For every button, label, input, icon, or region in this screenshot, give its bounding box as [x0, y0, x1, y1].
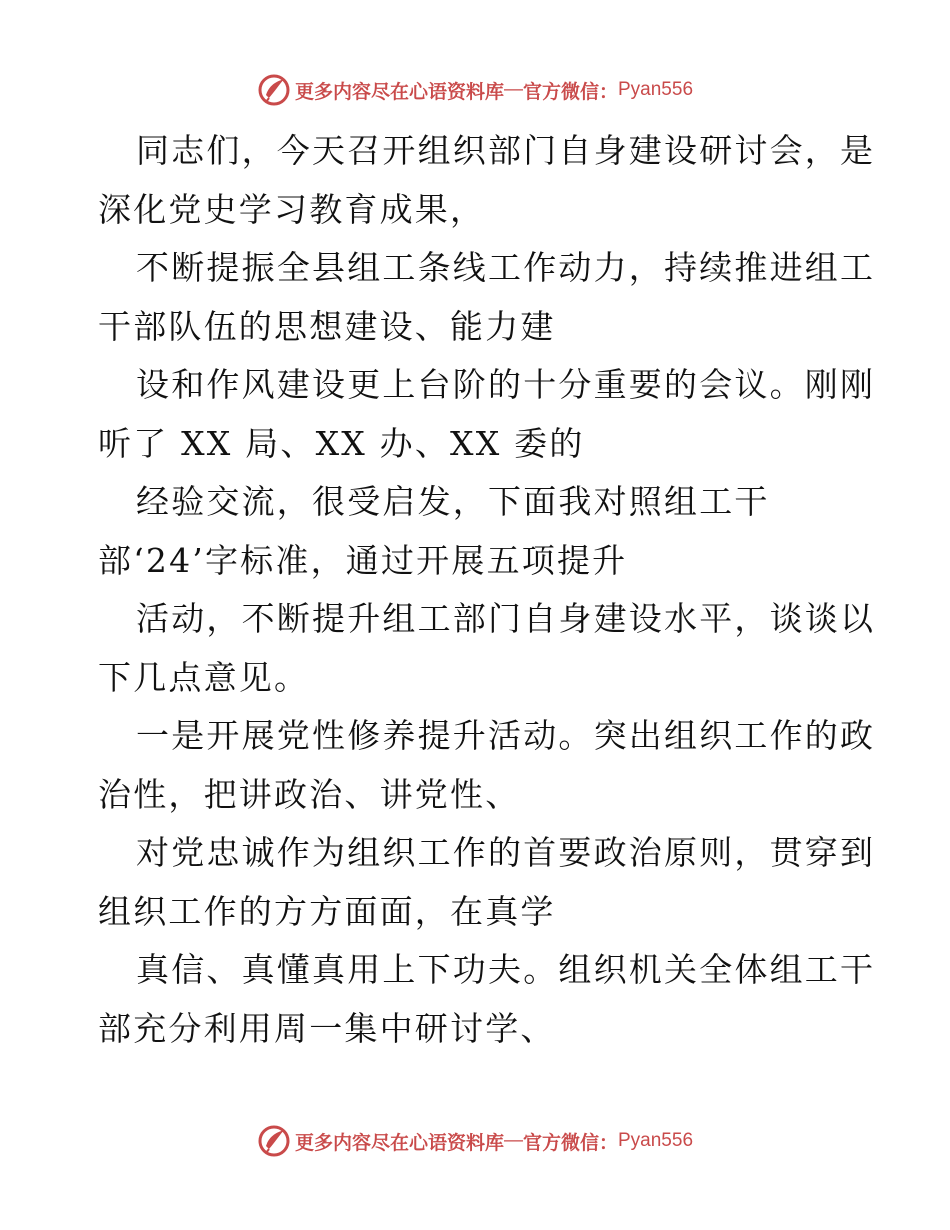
header-watermark — [0, 70, 950, 110]
text-line: 组织工作的方方面面，在真学 — [98, 891, 556, 931]
text-line: 部‘24’字标准，通过开展五项提升 — [98, 540, 628, 580]
text-line: 设和作风建设更上台阶的十分重要的会议。刚刚 — [136, 365, 876, 404]
text-line: 部充分利用周一集中研讨学、 — [98, 1008, 556, 1048]
text-line: 同志们，今天召开组织部门自身建设研讨会，是 — [136, 131, 876, 170]
text-line: 不断提振全县组工条线工作动力，持续推进组工 — [136, 248, 876, 287]
text-line: 对党忠诚作为组织工作的首要政治原则，贯穿到 — [136, 833, 876, 872]
watermark-official-label: 官方微信： — [522, 1131, 618, 1154]
watermark-text: 更多内容尽在心语资料库 — [294, 1131, 504, 1154]
text-line: 经验交流，很受启发，下面我对照组工干 — [136, 482, 770, 521]
watermark-logo-icon — [257, 1124, 291, 1158]
document-body — [98, 122, 876, 1058]
text-line: 下几点意见。 — [98, 657, 310, 697]
watermark-wechat-id: Pyan556 — [618, 79, 694, 100]
watermark-separator: — — [503, 1130, 523, 1151]
watermark-official-label: 官方微信： — [522, 80, 618, 103]
watermark-text: 更多内容尽在心语资料库 — [294, 80, 504, 103]
text-line: 治性，把讲政治、讲党性、 — [98, 774, 521, 814]
footer-watermark — [0, 1121, 950, 1161]
text-line: 活动，不断提升组工部门自身建设水平，谈谈以 — [136, 599, 876, 638]
text-line: 深化党史学习教育成果， — [98, 189, 486, 229]
watermark-logo-icon — [257, 73, 291, 107]
text-line: 听了 XX 局、XX 办、XX 委的 — [98, 423, 585, 463]
text-line: 一是开展党性修养提升活动。突出组织工作的政 — [136, 716, 876, 755]
text-line: 真信、真懂真用上下功夫。组织机关全体组工干 — [136, 950, 876, 989]
watermark-wechat-id: Pyan556 — [618, 1130, 694, 1151]
text-line: 干部队伍的思想建设、能力建 — [98, 306, 556, 346]
watermark-separator: — — [503, 79, 523, 100]
